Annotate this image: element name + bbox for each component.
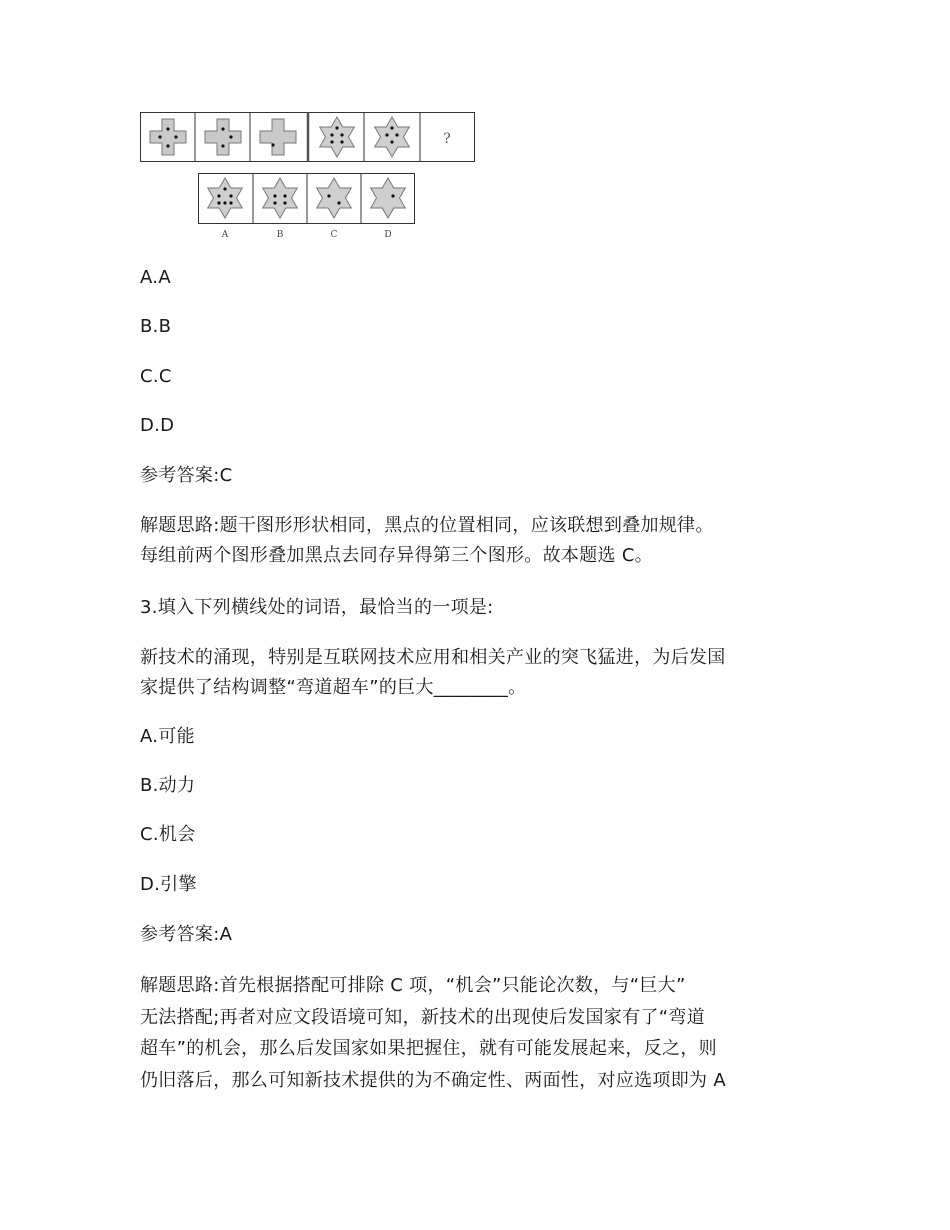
options-row bbox=[199, 174, 415, 241]
q3-explanation-line: 无法搭配;再者对应文段语境可知，新技术的出现使后发国家有了“弯道 bbox=[140, 1006, 705, 1028]
q2-explanation bbox=[140, 511, 820, 571]
option-label-b: B bbox=[276, 230, 284, 240]
q3-option-b: B.动力 bbox=[140, 775, 196, 796]
q2-answer: 参考答案:C bbox=[140, 465, 233, 486]
cross-figure-3 bbox=[260, 119, 296, 155]
option-figure-a bbox=[208, 178, 243, 218]
q3-passage-line: 新技术的涌现，特别是互联网技术应用和相关产业的突飞猛进，为后发国 bbox=[140, 647, 726, 668]
q2-option-a: A.A bbox=[140, 267, 171, 288]
option-figure-b bbox=[263, 178, 298, 218]
q3-explanation-line: 解题思路:首先根据搭配可排除 C 项，“机会”只能论次数，与“巨大” bbox=[140, 975, 686, 996]
option-label-a: A bbox=[221, 230, 229, 240]
q2-option-c: C.C bbox=[140, 366, 172, 387]
option-figure-c bbox=[317, 178, 352, 218]
cross-figure-2 bbox=[205, 119, 241, 155]
star-figure-2 bbox=[375, 117, 410, 157]
q3-explanation-line: 超车”的机会，那么后发国家如果把握住，就有可能发展起来，反之，则 bbox=[140, 1038, 717, 1059]
question-mark: ? bbox=[443, 131, 451, 147]
q2-option-b: B.B bbox=[140, 316, 172, 337]
q3-passage bbox=[140, 643, 820, 703]
q3-stem: 3.填入下列横线处的词语，最恰当的一项是: bbox=[140, 597, 494, 618]
q3-answer: 参考答案:A bbox=[140, 924, 233, 945]
option-figure-d bbox=[371, 178, 406, 218]
q3-option-a: A.可能 bbox=[140, 726, 195, 747]
cross-figure-1 bbox=[150, 119, 186, 155]
star-figure-1 bbox=[320, 117, 355, 157]
option-label-d: D bbox=[384, 230, 392, 240]
puzzle-figure bbox=[140, 110, 480, 245]
q3-option-c: C.机会 bbox=[140, 824, 196, 845]
q2-explanation-line: 每组前两个图形叠加黑点去同存异得第三个图形。故本题选 C。 bbox=[140, 545, 653, 566]
q3-passage-line: 家提供了结构调整“弯道超车”的巨大________。 bbox=[140, 677, 527, 698]
q2-option-d: D.D bbox=[140, 415, 175, 436]
q3-option-d: D.引擎 bbox=[140, 874, 197, 895]
option-label-c: C bbox=[330, 230, 338, 240]
q3-explanation bbox=[140, 970, 820, 1096]
q3-explanation-line: 仍旧落后，那么可知新技术提供的为不确定性、两面性，对应选项即为 A bbox=[140, 1069, 726, 1091]
question-row bbox=[141, 113, 475, 162]
q2-explanation-line: 解题思路:题干图形形状相同，黑点的位置相同，应该联想到叠加规律。 bbox=[140, 515, 714, 536]
